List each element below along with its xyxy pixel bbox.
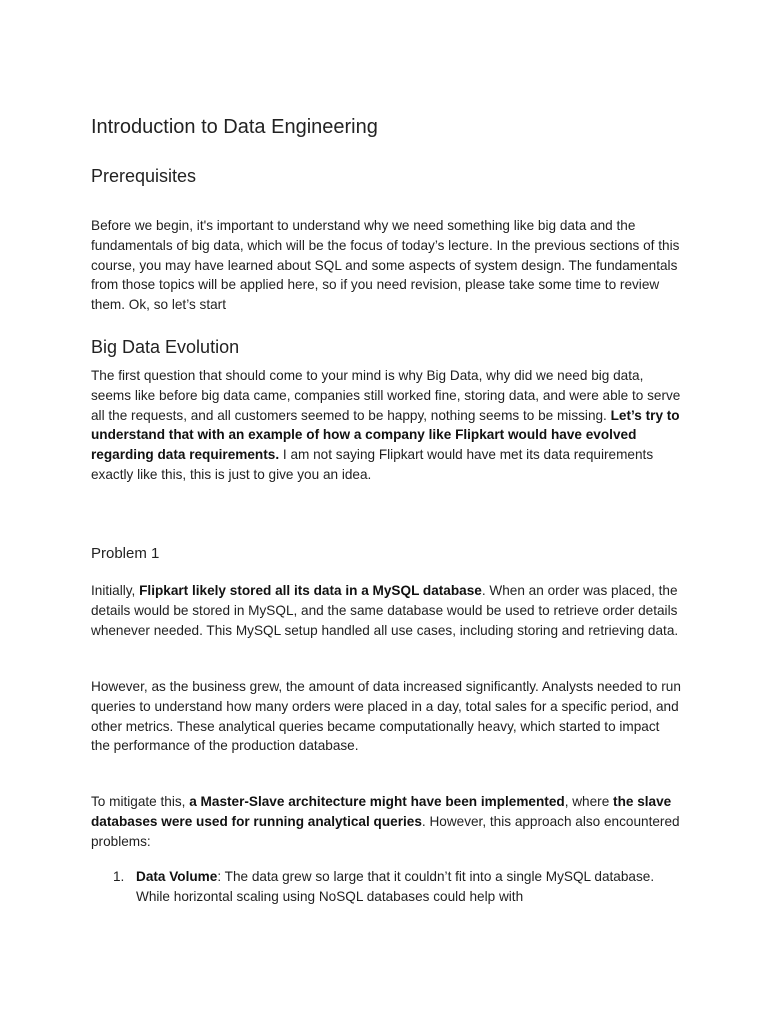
- problem-paragraph-2: However, as the business grew, the amount of data increased significantly. Analysts needed to run queries to understand how many orders were placed in a day, total sales for a specific period, and other metrics. These analytical queries became computationally heavy, which started to impact the performance of the production database.: [91, 679, 681, 754]
- problem-p3-bold-2: the slave databases were used for running analytical queries: [91, 794, 672, 829]
- list-item-bold: Data Volume: [136, 869, 218, 884]
- problem-p3-start: To mitigate this,: [91, 794, 190, 809]
- list-item-number: 1.: [113, 869, 125, 884]
- evolution-text: The first question that should come to your mind is why Big Data, why did we need big data, seems like before big data came, companies still worked fine, storing data, and were able to serve all the requests, and all customers seemed to be happy, nothing seems to be missing.: [91, 368, 681, 423]
- problem-p1-bold: Flipkart likely stored all its data in a MySQL database: [139, 583, 482, 598]
- problem-1-heading: Problem 1: [91, 545, 160, 562]
- problem-p3-mid: , where: [564, 794, 614, 809]
- prerequisites-paragraph: Before we begin, it's important to understand why we need something like big data and the fundamentals of big data, which will be the focus of today’s lecture. In the previous sections of this course, you may have learned about SQL and some aspects of system design. The fundamentals from those topics will be applied here, so if you need revision, please take some time to review them. Ok, so let’s start: [91, 218, 680, 313]
- big-data-evolution-heading: Big Data Evolution: [91, 337, 240, 357]
- list-item: [91, 867, 681, 907]
- problem-p3-bold-1: a Master-Slave architecture might have been implemented: [189, 794, 565, 809]
- problem-p1-end: . When an order was placed, the details would be stored in MySQL, and the same database would be used to retrieve order details whenever needed. This MySQL setup handled all use cases, including storing and retrieving data.: [91, 583, 679, 638]
- evolution-paragraph: [91, 366, 681, 485]
- evolution-bold-text: Let’s try to understand that with an example of how a company like Flipkart would have evolved regarding data requirements.: [91, 407, 680, 463]
- problem-paragraph-1: [91, 581, 681, 640]
- prerequisites-heading: Prerequisites: [91, 166, 197, 186]
- evolution-tail-text: I am not saying Flipkart would have met its data requirements exactly like this, this is just to give you an idea.: [91, 447, 654, 482]
- problem-p3-end: . However, this approach also encountered problems:: [91, 813, 680, 849]
- problem-paragraph-3: [91, 792, 681, 851]
- list-item-text: : The data grew so large that it couldn’t fit into a single MySQL database. While horizontal scaling using NoSQL databases could help with: [136, 869, 655, 904]
- list-item-body: [136, 867, 681, 907]
- problem-p1-start: Initially,: [91, 583, 140, 598]
- document-title: Introduction to Data Engineering: [91, 116, 378, 138]
